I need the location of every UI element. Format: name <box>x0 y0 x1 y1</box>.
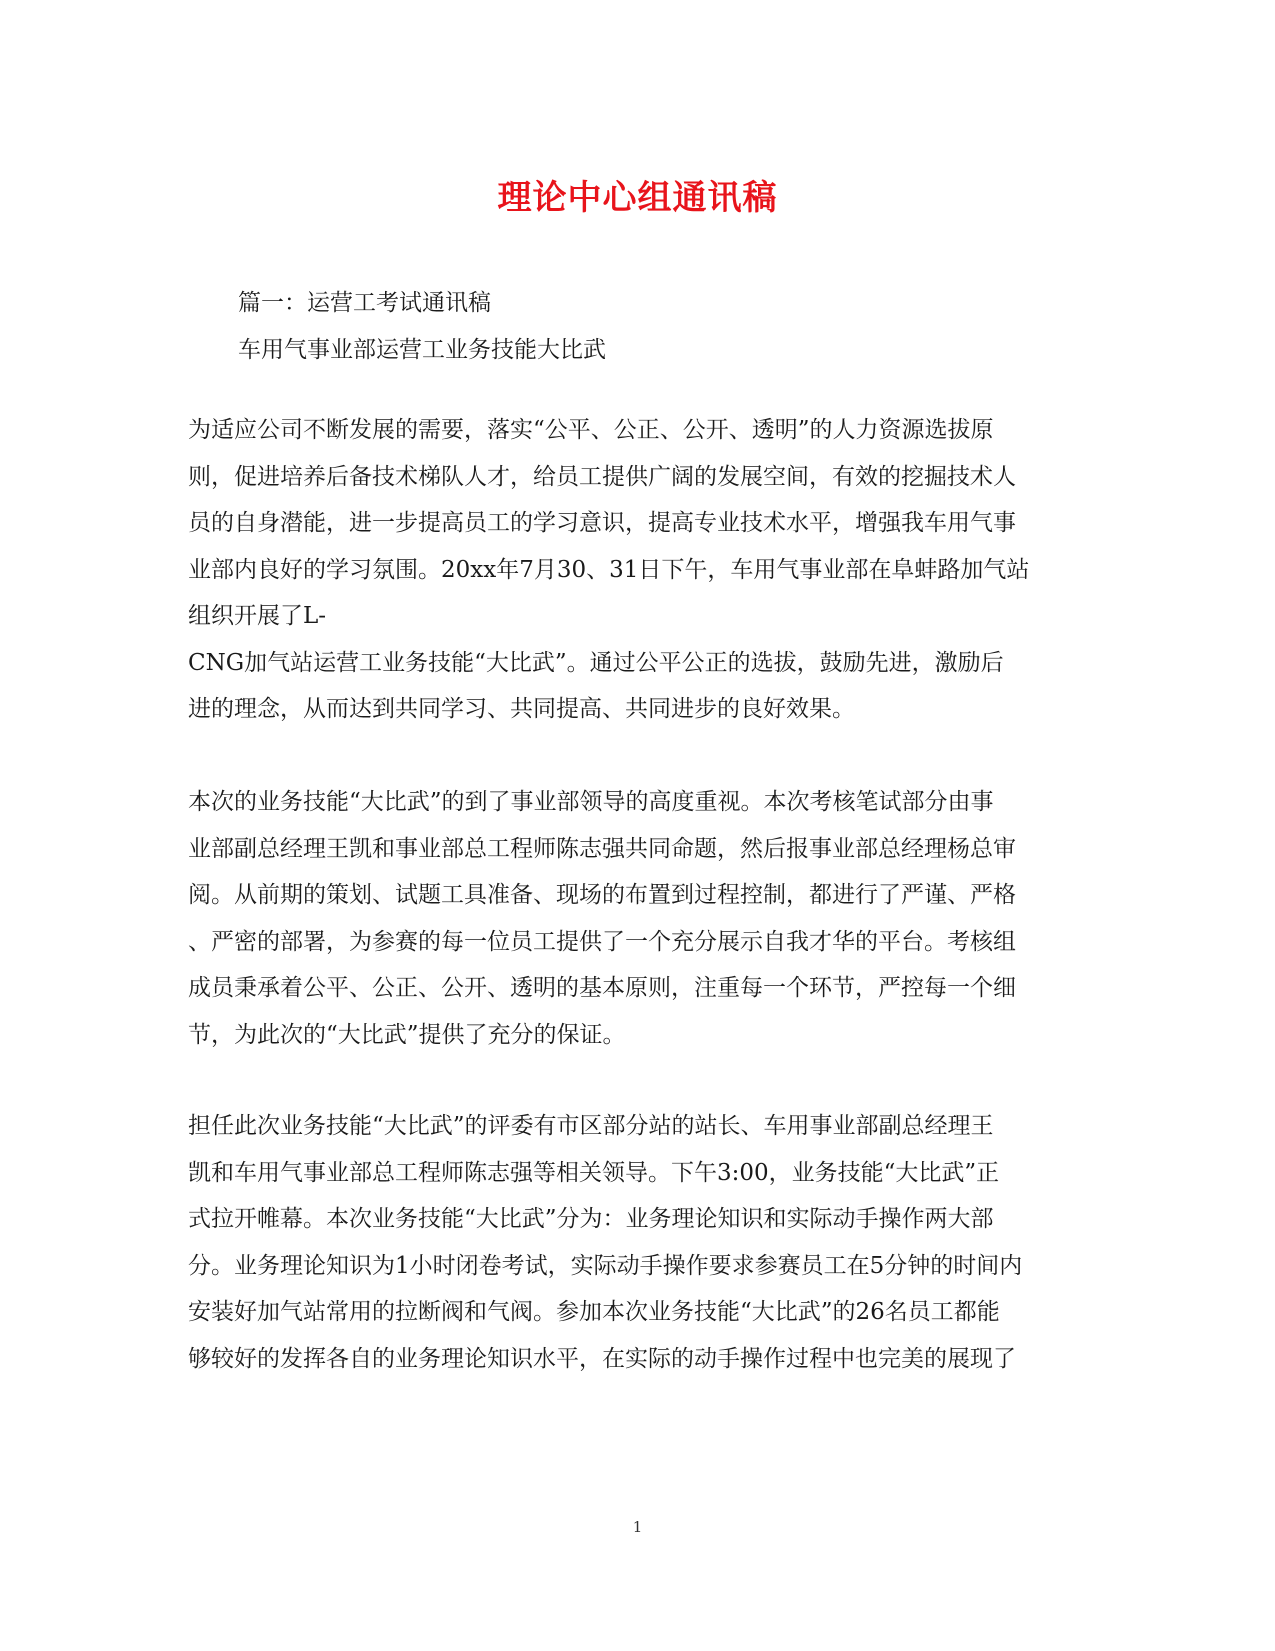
paragraph-line: 阅。从前期的策划、试题工具准备、现场的布置到过程控制，都进行了严谨、严格 <box>188 882 1016 908</box>
paragraph-line: 节，为此次的“大比武”提供了充分的保证。 <box>188 1022 626 1048</box>
paragraph-line: 业部内良好的学习氛围。20xx年7月30、31日下午，车用气事业部在阜蚌路加气站 <box>188 557 1030 583</box>
subheading-event: 车用气事业部运营工业务技能大比武 <box>238 337 606 363</box>
paragraph-line: 担任此次业务技能“大比武”的评委有市区部分站的站长、车用事业部副总经理王 <box>188 1113 994 1139</box>
paragraph-line: 本次的业务技能“大比武”的到了事业部领导的高度重视。本次考核笔试部分由事 <box>188 789 994 815</box>
paragraph-line: 业部副总经理王凯和事业部总工程师陈志强共同命题，然后报事业部总经理杨总审 <box>188 836 1016 862</box>
paragraph-line: 则，促进培养后备技术梯队人才，给员工提供广阔的发展空间，有效的挖掘技术人 <box>188 464 1016 490</box>
paragraph-line: 凯和车用气事业部总工程师陈志强等相关领导。下午3:00，业务技能“大比武”正 <box>188 1160 1000 1186</box>
document-title: 理论中心组通讯稿 <box>497 178 778 218</box>
subheading-chapter: 篇一：运营工考试通讯稿 <box>238 290 491 316</box>
paragraph-line: CNG加气站运营工业务技能“大比武”。通过公平公正的选拔，鼓励先进，激励后 <box>188 650 1004 676</box>
paragraph-line: 式拉开帷幕。本次业务技能“大比武”分为：业务理论知识和实际动手操作两大部 <box>188 1206 994 1232</box>
paragraph-line: 分。业务理论知识为1小时闭卷考试，实际动手操作要求参赛员工在5分钟的时间内 <box>188 1253 1023 1279</box>
paragraph-line: 够较好的发挥各自的业务理论知识水平，在实际的动手操作过程中也完美的展现了 <box>188 1346 1016 1372</box>
paragraph-line: 组织开展了L- <box>188 603 327 629</box>
page-number: 1 <box>632 1518 643 1536</box>
paragraph-line: 安装好加气站常用的拉断阀和气阀。参加本次业务技能“大比武”的26名员工都能 <box>188 1299 1000 1325</box>
paragraph-line: 、严密的部署，为参赛的每一位员工提供了一个充分展示自我才华的平台。考核组 <box>188 929 1016 955</box>
paragraph-line: 成员秉承着公平、公正、公开、透明的基本原则，注重每一个环节，严控每一个细 <box>188 975 1016 1001</box>
paragraph-line: 员的自身潜能，进一步提高员工的学习意识，提高专业技术水平，增强我车用气事 <box>188 510 1016 536</box>
paragraph-line: 为适应公司不断发展的需要，落实“公平、公正、公开、透明”的人力资源选拔原 <box>188 417 994 443</box>
paragraph-line: 进的理念，从而达到共同学习、共同提高、共同进步的良好效果。 <box>188 696 855 722</box>
